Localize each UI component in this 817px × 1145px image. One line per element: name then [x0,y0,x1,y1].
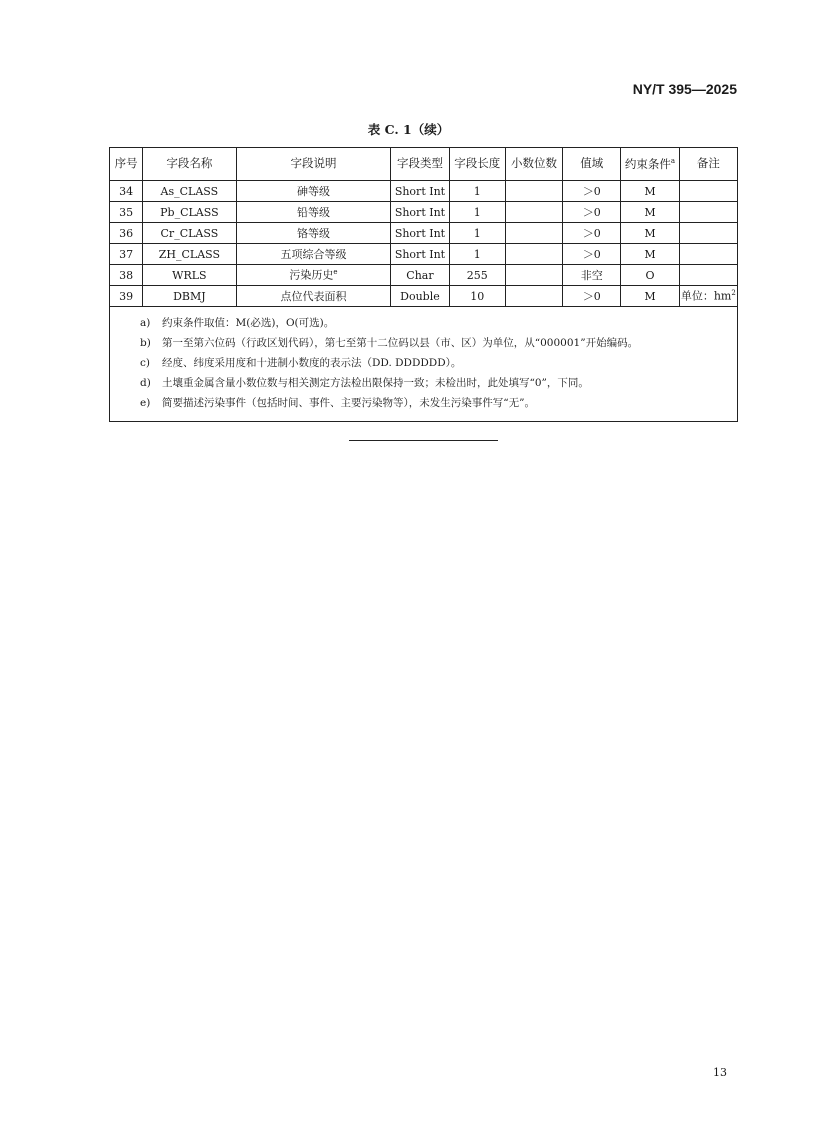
cell-text: M [644,289,656,303]
cell-text: 污染历史 [289,268,334,282]
cell-field-length [449,286,505,307]
col-header-constraint-label: 约束条件 [624,156,671,171]
cell-remarks [679,223,737,244]
cell-text: Short Int [394,247,446,261]
cell-field-desc [236,223,391,244]
cell-decimal-places [505,265,562,286]
cell-text: 铬等级 [296,226,330,240]
cell-text: ＞0 [582,184,601,198]
cell-text: M [644,226,656,240]
table-row [110,244,738,265]
table-row [110,265,738,286]
cell-field-length [449,202,505,223]
unit-superscript: 2 [731,289,736,298]
cell-text: O [645,268,655,282]
cell-text: M [644,205,656,219]
cell-text: DBMJ [173,289,206,303]
cell-remarks [679,202,737,223]
cell-text: M [644,184,656,198]
cell-text: 38 [119,268,134,282]
cell-text: 1 [473,247,481,261]
cell-decimal-places [505,244,562,265]
cell-text: Short Int [394,226,446,240]
cell-seq [110,244,143,265]
footnote-item [110,313,737,333]
cell-text: 39 [119,289,134,303]
table-row [110,286,738,307]
standard-code: NY/T 395—2025 [632,81,737,97]
cell-text: 1 [473,184,481,198]
cell-text: ＞0 [582,226,601,240]
cell-field-type [391,244,449,265]
cell-text: ＞0 [582,247,601,261]
cell-text: 37 [119,247,134,261]
footnote-text: 第一至第六位码（行政区划代码），第七至第十二位码以县（市、区）为单位，从“000001”开始编码。 [162,336,639,349]
cell-text: Short Int [394,184,446,198]
cell-field-name [143,181,236,202]
cell-constraint [621,202,679,223]
cell-text: 非空 [580,268,603,282]
cell-text: ＞0 [582,289,601,303]
footnote-text: 简要描述污染事件（包括时间、事件、主要污染物等），未发生污染事件写“无”。 [162,396,535,409]
page-number: 13 [713,1066,727,1079]
field-spec-table [109,147,738,422]
footnote-text: 约束条件取值：M(必选)，O(可选)。 [162,316,335,329]
col-header-seq: 序号 [110,148,143,181]
cell-constraint [621,286,679,307]
cell-text: 1 [473,226,481,240]
col-header-value-range: 值域 [563,148,621,181]
cell-text: 单位：hm [680,289,732,303]
cell-text: 1 [473,205,481,219]
cell-constraint [621,223,679,244]
cell-constraint [621,244,679,265]
cell-field-desc [236,244,391,265]
cell-decimal-places [505,181,562,202]
footnote-ref: e [333,268,338,277]
footnote-mark: a) [140,316,151,329]
cell-field-desc [236,181,391,202]
cell-text: 铅等级 [296,205,330,219]
cell-seq [110,202,143,223]
cell-text: Cr_CLASS [160,226,219,240]
cell-text: Char [406,268,434,282]
footnote-item [110,393,737,413]
cell-value-range [563,181,621,202]
cell-text: 点位代表面积 [280,289,347,303]
cell-remarks [679,286,737,307]
cell-field-desc [236,286,391,307]
cell-field-type [391,286,449,307]
cell-field-desc [236,202,391,223]
footnote-list [110,307,737,421]
cell-text: 10 [470,289,485,303]
cell-text: 36 [119,226,134,240]
table-row [110,202,738,223]
cell-field-length [449,265,505,286]
col-header-field-type: 字段类型 [391,148,449,181]
cell-text: 34 [119,184,134,198]
col-header-remarks: 备注 [679,148,737,181]
cell-field-name [143,286,236,307]
cell-text: Short Int [394,205,446,219]
cell-field-name [143,244,236,265]
col-header-field-name: 字段名称 [143,148,236,181]
cell-seq [110,286,143,307]
col-header-decimal-places: 小数位数 [505,148,562,181]
table-row [110,223,738,244]
footnote-text: 经度、纬度采用度和十进制小数度的表示法（DD. DDDDDD）。 [162,356,462,369]
cell-seq [110,223,143,244]
footnote-ref: a [670,156,676,165]
cell-field-type [391,223,449,244]
cell-decimal-places [505,223,562,244]
col-header-field-length: 字段长度 [449,148,505,181]
footnote-mark: d) [140,376,151,389]
notes-row [110,307,738,422]
cell-text: Double [400,289,440,303]
cell-field-desc [236,265,391,286]
cell-field-name [143,223,236,244]
cell-constraint [621,181,679,202]
table-header-row [110,148,738,181]
cell-field-length [449,181,505,202]
cell-remarks [679,265,737,286]
footnote-mark: e) [140,396,151,409]
end-divider [349,440,498,441]
cell-text: 35 [119,205,134,219]
footnote-mark: b) [140,336,151,349]
notes-cell [110,307,738,422]
col-header-field-desc: 字段说明 [236,148,391,181]
cell-text: As_CLASS [160,184,219,198]
cell-remarks [679,181,737,202]
table-body [110,181,738,307]
cell-decimal-places [505,286,562,307]
cell-field-name [143,202,236,223]
cell-remarks [679,244,737,265]
footnote-item [110,353,737,373]
cell-field-type [391,202,449,223]
cell-value-range [563,223,621,244]
footnote-item [110,373,737,393]
cell-text: WRLS [172,268,207,282]
cell-value-range [563,286,621,307]
cell-field-type [391,265,449,286]
footnote-item [110,333,737,353]
cell-text: ＞0 [582,205,601,219]
cell-decimal-places [505,202,562,223]
cell-field-name [143,265,236,286]
cell-text: ZH_CLASS [158,247,221,261]
cell-field-length [449,244,505,265]
cell-constraint [621,265,679,286]
table-row [110,181,738,202]
cell-value-range [563,244,621,265]
cell-text: 砷等级 [296,184,330,198]
cell-text: M [644,247,656,261]
cell-seq [110,181,143,202]
cell-seq [110,265,143,286]
table-caption: 表 C. 1（续） [367,122,450,137]
cell-text: 255 [466,268,488,282]
cell-value-range [563,202,621,223]
cell-field-type [391,181,449,202]
cell-value-range [563,265,621,286]
cell-text: 五项综合等级 [280,247,347,261]
cell-text: Pb_CLASS [160,205,219,219]
footnote-text: 土壤重金属含量小数位数与相关测定方法检出限保持一致；未检出时，此处填写“0”，下同。 [162,376,589,389]
cell-field-length [449,223,505,244]
col-header-constraint [621,148,679,181]
footnote-mark: c) [140,356,150,369]
